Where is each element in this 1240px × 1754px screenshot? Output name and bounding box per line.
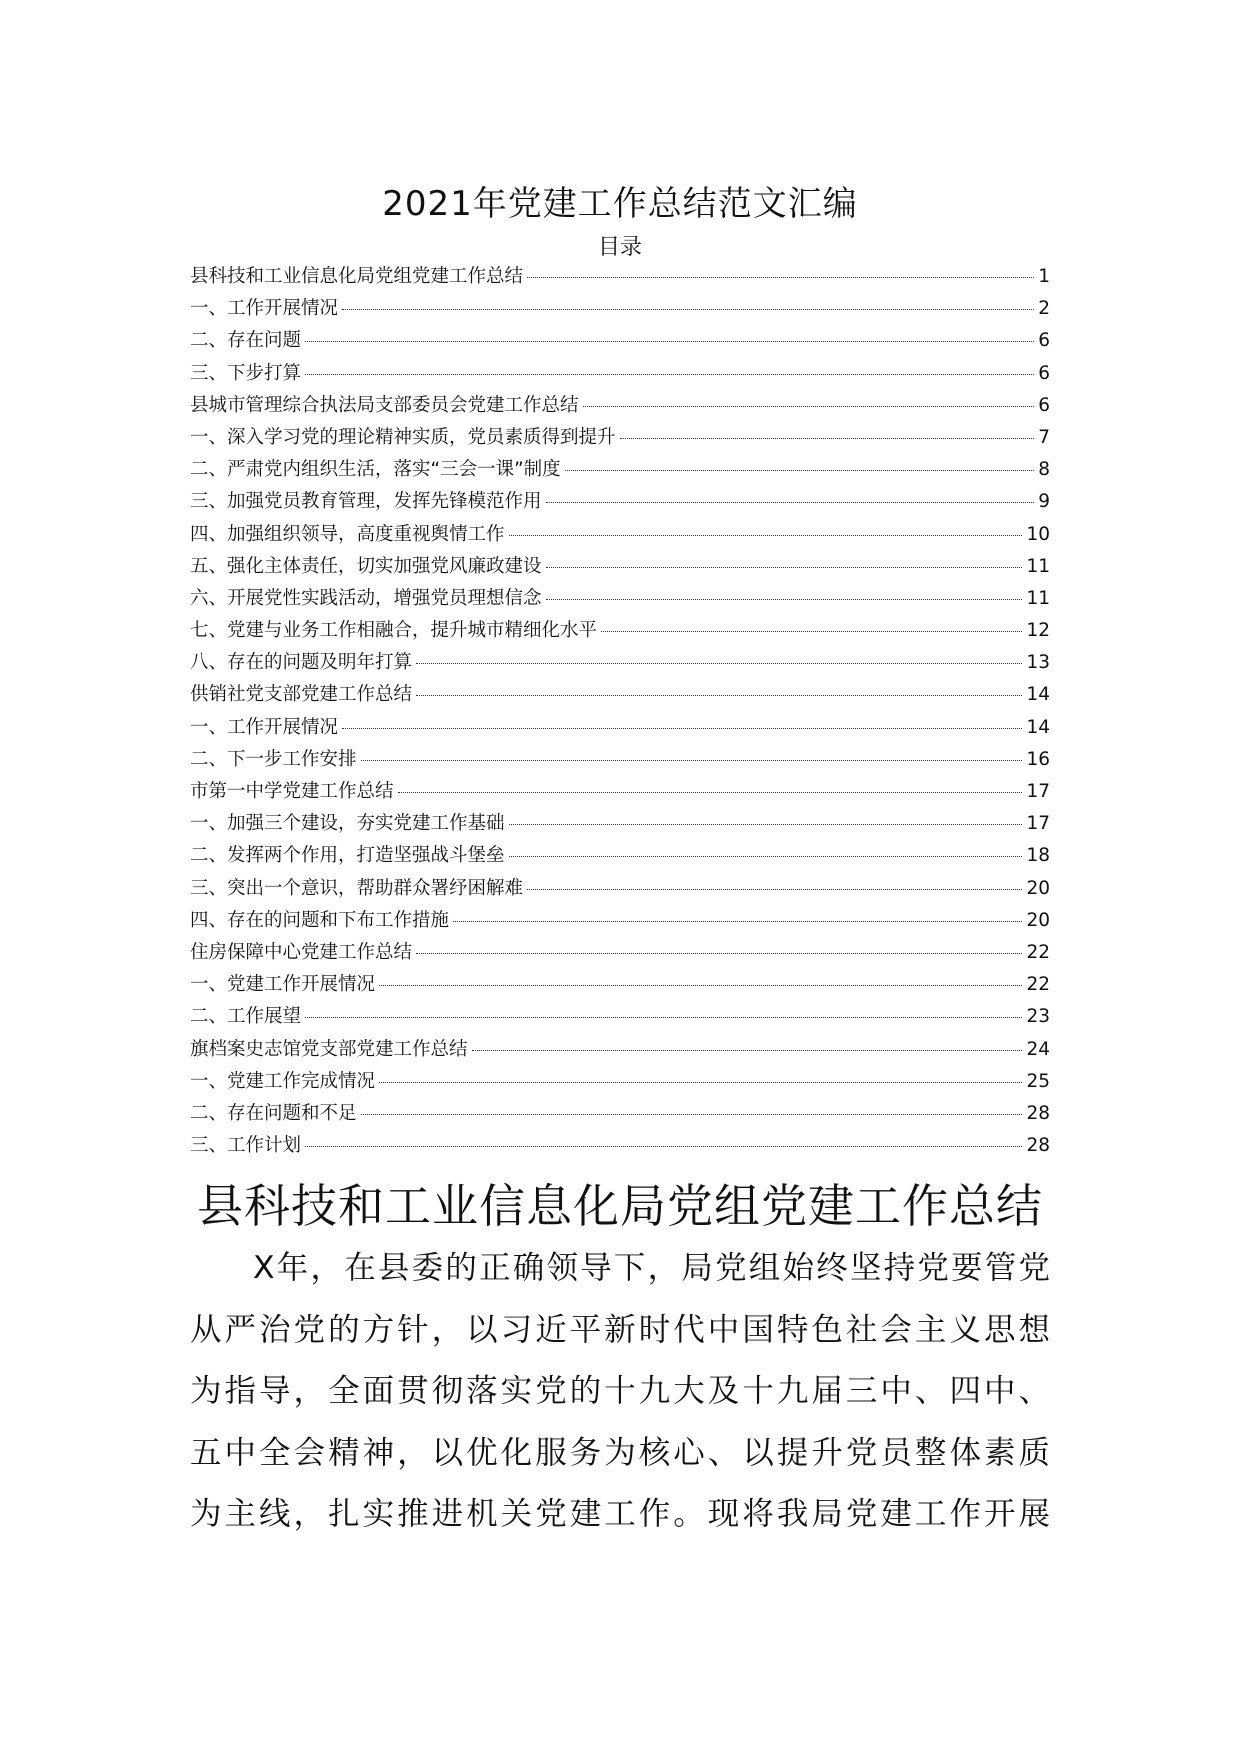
toc-page-number: 6 [1038,394,1050,416]
toc-entry-text: 二、下一步工作安排 [190,748,357,770]
toc-dot-leader [546,599,1023,600]
toc-entry[interactable] [190,841,1050,873]
toc-page-number: 6 [1038,362,1050,384]
toc-page-number: 24 [1026,1038,1050,1060]
toc-entry-text: 四、加强组织领导，高度重视舆情工作 [190,523,505,545]
toc-page-number: 11 [1026,555,1050,577]
toc-entry-text: 六、开展党性实践活动，增强党员理想信念 [190,587,542,609]
toc-page-number: 2 [1038,298,1050,320]
toc-entry[interactable] [190,938,1050,970]
toc-entry[interactable] [190,584,1050,616]
toc-dot-leader [546,567,1023,568]
toc-entry[interactable] [190,391,1050,423]
toc-dot-leader [527,889,1022,890]
toc-entry-text: 一、工作开展情况 [190,716,339,738]
toc-entry[interactable] [190,648,1050,680]
toc-entry[interactable] [190,713,1050,745]
toc-page-number: 18 [1026,845,1050,867]
toc-dot-leader [509,856,1023,857]
toc-page-number: 9 [1038,491,1050,513]
toc-entry[interactable] [190,809,1050,841]
toc-entry[interactable] [190,777,1050,809]
toc-dot-leader [305,1146,1022,1147]
toc-page-number: 17 [1026,813,1050,835]
toc-page-number: 23 [1026,1006,1050,1028]
toc-page-number: 25 [1026,1070,1050,1092]
toc-entry-text: 一、党建工作开展情况 [190,974,376,996]
toc-dot-leader [620,438,1035,439]
table-of-contents [190,262,1050,1163]
toc-entry-text: 一、工作开展情况 [190,298,339,320]
toc-entry[interactable] [190,294,1050,326]
toc-entry-text: 三、工作计划 [190,1135,302,1157]
toc-entry-text: 二、严肃党内组织生活，落实“三会一课”制度 [190,459,561,481]
toc-dot-leader [509,535,1023,536]
toc-dot-leader [416,953,1022,954]
toc-entry-text: 二、发挥两个作用，打造坚强战斗堡垒 [190,845,505,867]
body-line: 五中全会精神，以优化服务为核心、以提升党员整体素质 [190,1434,1050,1471]
toc-entry[interactable] [190,326,1050,358]
toc-entry[interactable] [190,616,1050,648]
toc-page-number: 16 [1026,748,1050,770]
toc-entry[interactable] [190,680,1050,712]
toc-dot-leader [361,760,1023,761]
toc-entry-text: 一、深入学习党的理论精神实质，党员素质得到提升 [190,426,616,448]
toc-entry-text: 三、下步打算 [190,362,302,384]
toc-dot-leader [416,695,1022,696]
toc-dot-leader [527,277,1034,278]
body-line: X年，在县委的正确领导下，局党组始终坚持党要管党 [253,1250,1050,1286]
toc-dot-leader [416,663,1022,664]
toc-page-number: 10 [1026,523,1050,545]
toc-dot-leader [583,406,1035,407]
toc-entry[interactable] [190,1067,1050,1099]
toc-page-number: 12 [1026,620,1050,642]
toc-entry[interactable] [190,1002,1050,1034]
toc-entry[interactable] [190,970,1050,1002]
body-line: 为主线，扎实推进机关党建工作。现将我局党建工作开展 [190,1496,1050,1532]
toc-page-number: 14 [1026,684,1050,706]
toc-entry-text: 县科技和工业信息化局党组党建工作总结 [190,266,524,287]
toc-entry[interactable] [190,520,1050,552]
toc-dot-leader [398,792,1023,793]
body-paragraph [190,1238,1050,1546]
toc-dot-leader [565,470,1035,471]
toc-page-number: 14 [1026,716,1050,738]
toc-page-number: 13 [1026,652,1050,674]
toc-page-number: 28 [1026,1135,1050,1157]
toc-entry-text: 七、党建与业务工作相融合，提升城市精细化水平 [190,620,598,642]
toc-entry[interactable] [190,874,1050,906]
toc-entry-text: 县城市管理综合执法局支部委员会党建工作总结 [190,394,579,416]
toc-entry-text: 供销社党支部党建工作总结 [190,684,413,706]
body-line: 从严治党的方针，以习近平新时代中国特色社会主义思想 [190,1311,1050,1348]
toc-page-number: 1 [1038,266,1050,287]
toc-entry[interactable] [190,487,1050,519]
toc-page-number: 17 [1026,781,1050,802]
body-line: 为指导，全面贯彻落实党的十九大及十九届三中、四中、 [190,1373,1050,1409]
document-title: 2021年党建工作总结范文汇编 [382,184,858,224]
toc-dot-leader [546,502,1035,503]
toc-entry[interactable] [190,359,1050,391]
toc-entry[interactable] [190,552,1050,584]
toc-entry[interactable] [190,1035,1050,1067]
toc-entry-text: 旗档案史志馆党支部党建工作总结 [190,1038,468,1060]
toc-entry-text: 八、存在的问题及明年打算 [190,652,413,674]
toc-dot-leader [305,341,1034,342]
toc-entry-text: 二、工作展望 [190,1006,302,1028]
toc-page-number: 20 [1026,909,1050,931]
toc-dot-leader [379,985,1022,986]
toc-entry-text: 二、存在问题和不足 [190,1102,357,1124]
toc-page-number: 6 [1038,330,1050,352]
toc-dot-leader [509,824,1023,825]
toc-dot-leader [305,374,1034,375]
section-title: 县科技和工业信息化局党组党建工作总结 [197,1179,1043,1233]
toc-dot-leader [305,1017,1022,1018]
toc-page-number: 11 [1026,587,1050,609]
toc-page-number: 8 [1038,459,1050,481]
toc-page-number: 22 [1026,941,1050,963]
toc-page-number: 28 [1026,1102,1050,1124]
toc-dot-leader [361,1114,1023,1115]
toc-entry[interactable] [190,906,1050,938]
toc-page-number: 20 [1026,877,1050,899]
toc-entry[interactable] [190,262,1050,294]
toc-dot-leader [342,309,1034,310]
toc-entry[interactable] [190,1099,1050,1131]
toc-dot-leader [379,1082,1022,1083]
toc-heading: 目录 [597,235,642,260]
toc-entry[interactable] [190,745,1050,777]
toc-dot-leader [453,921,1022,922]
toc-entry[interactable] [190,455,1050,487]
toc-entry[interactable] [190,1131,1050,1163]
toc-dot-leader [601,631,1022,632]
toc-entry-text: 一、加强三个建设，夯实党建工作基础 [190,813,505,835]
toc-entry-text: 住房保障中心党建工作总结 [190,941,413,963]
toc-entry-text: 三、加强党员教育管理，发挥先锋模范作用 [190,491,542,513]
toc-page-number: 7 [1038,426,1050,448]
toc-entry-text: 一、党建工作完成情况 [190,1070,376,1092]
toc-entry-text: 市第一中学党建工作总结 [190,781,394,802]
toc-entry[interactable] [190,423,1050,455]
toc-page-number: 22 [1026,974,1050,996]
toc-dot-leader [342,728,1022,729]
toc-dot-leader [472,1050,1023,1051]
toc-entry-text: 四、存在的问题和下布工作措施 [190,909,450,931]
toc-entry-text: 五、强化主体责任，切实加强党风廉政建设 [190,555,542,577]
toc-entry-text: 三、突出一个意识，帮助群众署纾困解难 [190,877,524,899]
toc-entry-text: 二、存在问题 [190,330,302,352]
